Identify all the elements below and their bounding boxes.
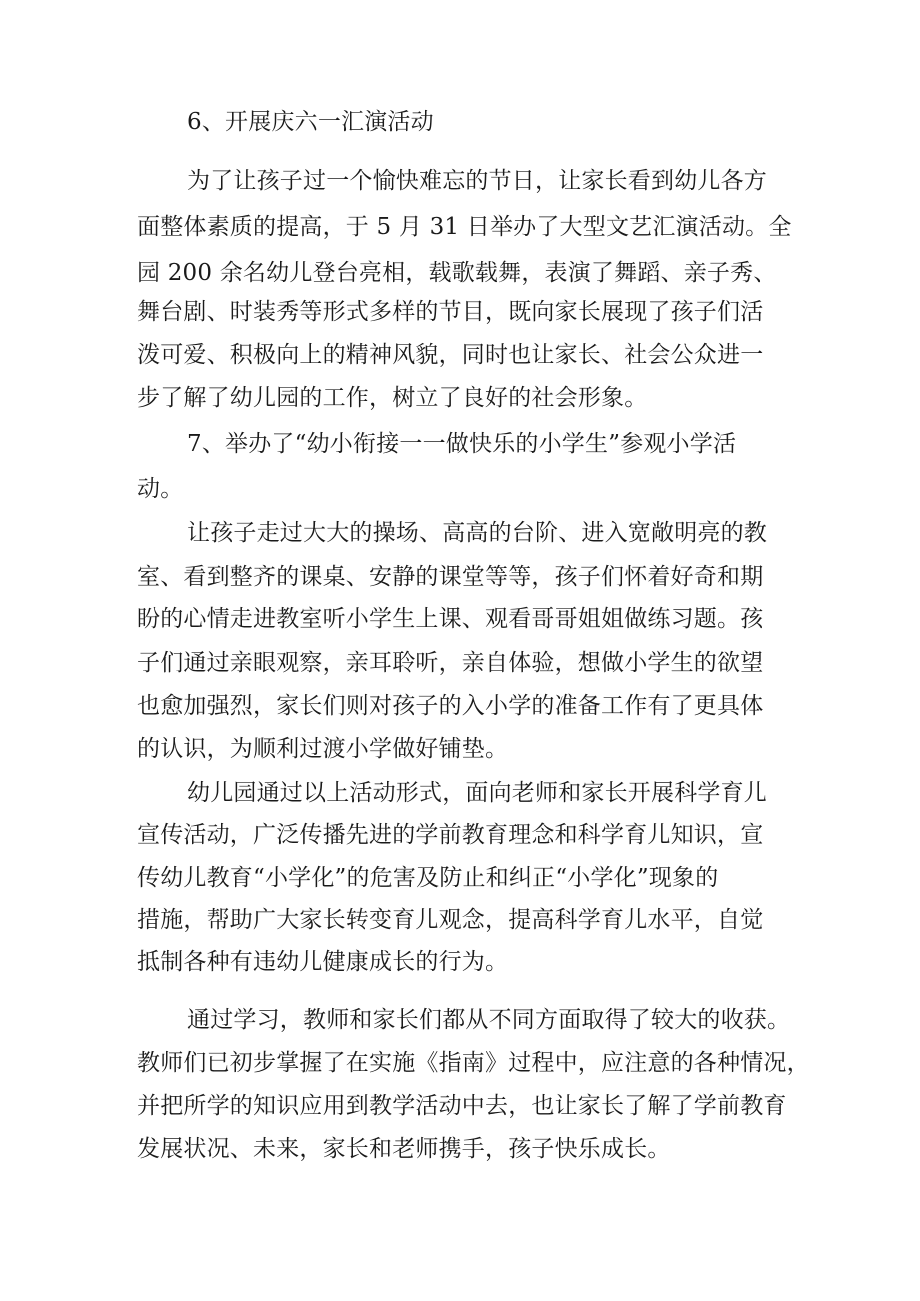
summary-line-5: 抵制各种有违幼儿健康成长的行为。: [137, 949, 509, 975]
summary-line-3: 传幼儿教育“小学化”的危害及防止和纠正“小学化”现象的: [137, 865, 719, 891]
section6-line-6: 步了解了幼儿园的工作，树立了良好的社会形象。: [137, 385, 648, 411]
summary-line-2: 宣传活动，广泛传播先进的学前教育理念和科学育儿知识，宣: [137, 822, 764, 848]
conclusion-line-3: 并把所学的知识应用到教学活动中去，也让家长了解了学前教育: [137, 1093, 787, 1119]
conclusion-line-1: 通过学习，教师和家长们都从不同方面取得了较大的收获。: [187, 1007, 791, 1033]
section7-line-2: 室、看到整齐的课桌、安静的课堂等等，孩子们怀着好奇和期: [137, 564, 764, 590]
section6-line-3: 园 200 余名幼儿登台亮相，载歌载舞，表演了舞蹈、亲子秀、: [137, 260, 777, 286]
section6-line-1: 为了让孩子过一个愉快难忘的节日，让家长看到幼儿各方: [187, 168, 767, 194]
section6-line-5: 泼可爱、积极向上的精神风貌，同时也让家长、社会公众进一: [137, 342, 764, 368]
section6-line-2: 面整体素质的提高，于 5 月 31 日举办了大型文艺汇演活动。全: [137, 214, 792, 240]
section7-line-5: 也愈加强烈，家长们则对孩子的入小学的准备工作有了更具体: [137, 693, 764, 719]
section7-line-6: 的认识，为顺利过渡小学做好铺垫。: [137, 736, 509, 762]
section7-line-4: 子们通过亲眼观察，亲耳聆听，亲自体验，想做小学生的欲望: [137, 650, 764, 676]
section7-line-3: 盼的心情走进教室听小学生上课、观看哥哥姐姐做练习题。孩: [137, 606, 764, 632]
summary-line-1: 幼儿园通过以上活动形式，面向老师和家长开展科学育儿: [187, 780, 767, 806]
conclusion-line-4: 发展状况、未来，家长和老师携手，孩子快乐成长。: [137, 1136, 671, 1162]
summary-line-4: 措施，帮助广大家长转变育儿观念，提高科学育儿水平，自觉: [137, 907, 764, 933]
section6-line-4: 舞台剧、时装秀等形式多样的节目，既向家长展现了孩子们活: [137, 299, 764, 325]
conclusion-line-2: 教师们已初步掌握了在实施《指南》过程中，应注意的各种情况，: [137, 1050, 810, 1076]
section7-heading-line-2: 动。: [137, 476, 184, 502]
section6-heading: 6、开展庆六一汇演活动: [187, 109, 434, 135]
section7-line-1: 让孩子走过大大的操场、高高的台阶、进入宽敞明亮的教: [187, 520, 767, 546]
section7-heading-line-1: 7、举办了“幼小衔接一一做快乐的小学生”参观小学活: [187, 431, 737, 457]
